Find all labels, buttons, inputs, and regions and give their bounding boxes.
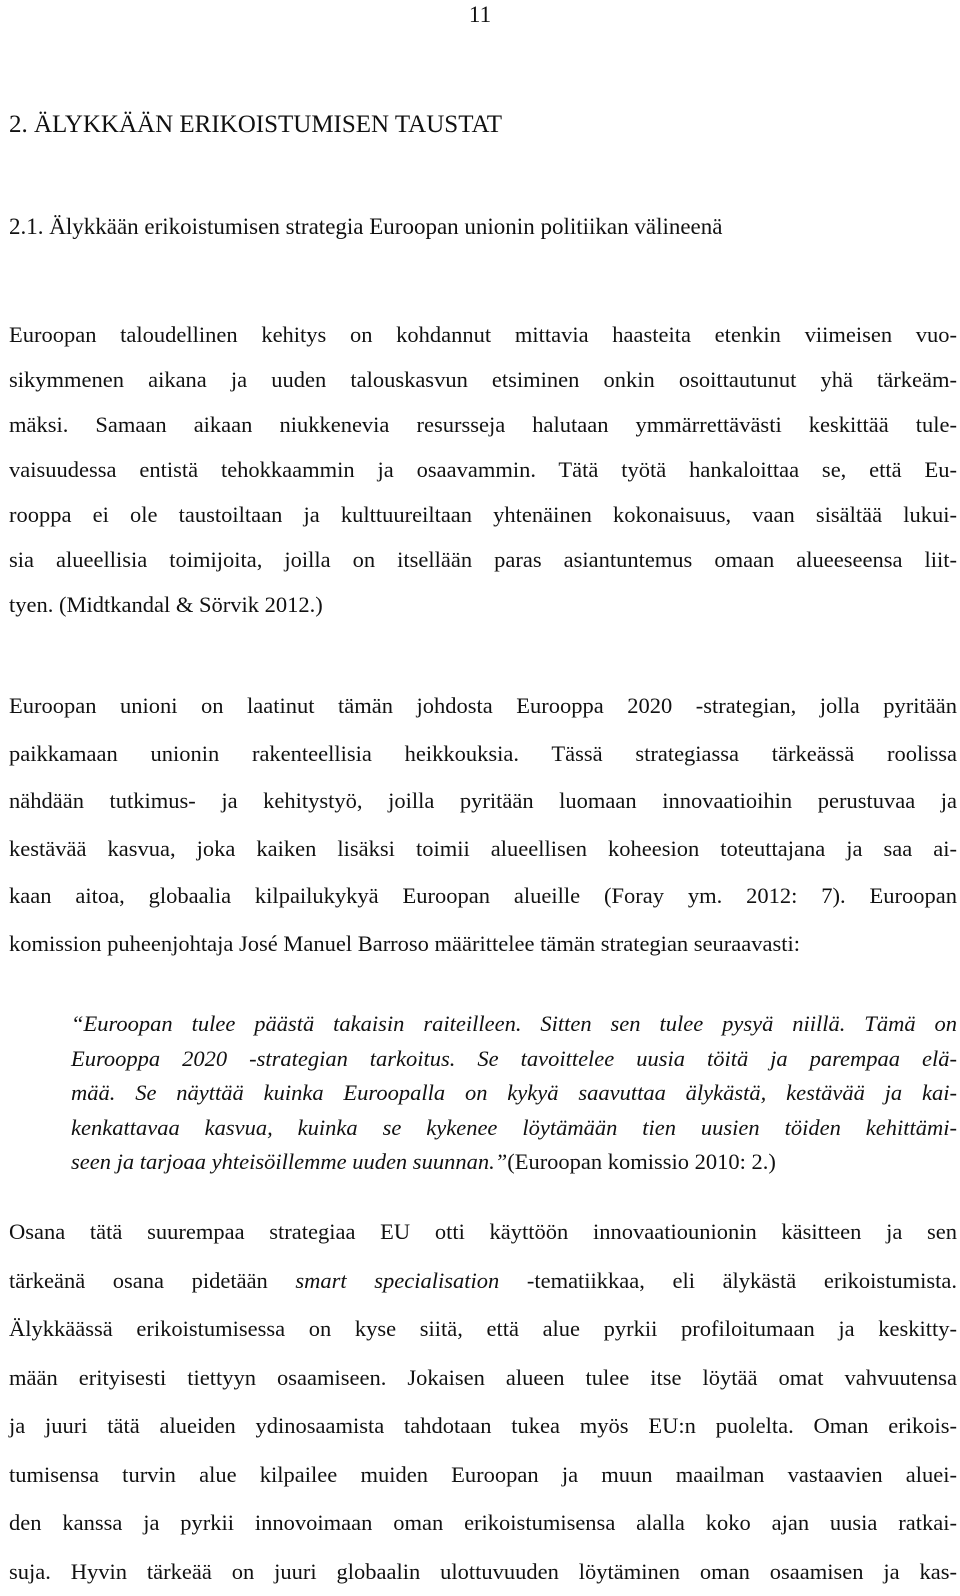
paragraph-1: [9, 312, 957, 627]
text-line: mään erityisesti tiettyyn osaamiseen. Jokaisen alueen tulee itse löytää omat vahvuutensa: [9, 1354, 957, 1403]
text-line: komission puheenjohtaja José Manuel Barroso määrittelee tämän strategian seuraavasti:: [9, 920, 957, 968]
paragraph-3: [9, 1208, 957, 1596]
text-line: Älykkäässä erikoistumisessa on kyse siitä, että alue pyrkii profiloitumaan ja keskitty-: [9, 1305, 957, 1354]
text-segment: -tematiikkaa, eli älykästä erikoistumista.: [499, 1268, 957, 1293]
text-line: Euroopan unioni on laatinut tämän johdosta Eurooppa 2020 -strategian, jolla pyritään: [9, 682, 957, 730]
quote-line: mää. Se näyttää kuinka Euroopalla on kykyä saavuttaa älykästä, kestävää ja kai-: [71, 1076, 957, 1111]
text-line: kestävää kasvua, joka kaiken lisäksi toimii alueellisen koheesion toteuttajana ja saa ai-: [9, 825, 957, 873]
quote-text: seen ja tarjoaa yhteisöillemme uuden suunnan.”: [71, 1149, 507, 1174]
text-line: [9, 1257, 957, 1306]
text-line: tyen. (Midtkandal & Sörvik 2012.): [9, 582, 957, 627]
text-line: suja. Hyvin tärkeää on juuri globaalin ulottuvuuden löytäminen oman osaamisen ja kas-: [9, 1548, 957, 1596]
text-line: Osana tätä suurempaa strategiaa EU otti käyttöön innovaatiounionin käsitteen ja sen: [9, 1208, 957, 1257]
page-number: 11: [0, 2, 960, 28]
quote-line: kenkattavaa kasvua, kuinka se kykenee löytämään tien uusien töiden kehittämi-: [71, 1111, 957, 1146]
block-quote: [71, 1007, 957, 1180]
text-line: tumisensa turvin alue kilpailee muiden Euroopan ja muun maailman vastaavien aluei-: [9, 1451, 957, 1500]
section-heading: 2.1. Älykkään erikoistumisen strategia Euroopan unionin politiikan välineenä: [9, 212, 722, 242]
text-line: rooppa ei ole taustoiltaan ja kulttuureiltaan yhtenäinen kokonaisuus, vaan sisältää lukui-: [9, 492, 957, 537]
text-segment: tärkeänä osana pidetään: [9, 1268, 295, 1293]
text-line: vaisuudessa entistä tehokkaammin ja osaavammin. Tätä työtä hankaloittaa se, että Eu-: [9, 447, 957, 492]
text-line: paikkamaan unionin rakenteellisia heikkouksia. Tässä strategiassa tärkeässä roolissa: [9, 730, 957, 778]
quote-line: [71, 1145, 957, 1180]
chapter-heading: 2. ÄLYKKÄÄN ERIKOISTUMISEN TAUSTAT: [9, 110, 502, 140]
text-line: mäksi. Samaan aikaan niukkenevia resursseja halutaan ymmärrettävästi keskittää tule-: [9, 402, 957, 447]
text-line: sikymmenen aikana ja uuden talouskasvun etsiminen onkin osoittautunut yhä tärkeäm-: [9, 357, 957, 402]
text-line: ja juuri tätä alueiden ydinosaamista tahdotaan tukea myös EU:n puolelta. Oman erikois-: [9, 1402, 957, 1451]
quote-line: “Euroopan tulee päästä takaisin raiteilleen. Sitten sen tulee pysyä niillä. Tämä on: [71, 1007, 957, 1042]
text-line: den kanssa ja pyrkii innovoimaan oman erikoistumisensa alalla koko ajan uusia ratkai-: [9, 1499, 957, 1548]
quote-source: (Euroopan komissio 2010: 2.): [507, 1149, 776, 1174]
paragraph-2: [9, 682, 957, 967]
text-line: kaan aitoa, globaalia kilpailukykyä Euroopan alueille (Foray ym. 2012: 7). Euroopan: [9, 872, 957, 920]
text-line: Euroopan taloudellinen kehitys on kohdannut mittavia haasteita etenkin viimeisen vuo-: [9, 312, 957, 357]
text-line: nähdään tutkimus- ja kehitystyö, joilla pyritään luomaan innovaatioihin perustuvaa ja: [9, 777, 957, 825]
term-smart-specialisation: smart specialisation: [295, 1268, 499, 1293]
quote-line: Eurooppa 2020 -strategian tarkoitus. Se tavoittelee uusia töitä ja parempaa elä-: [71, 1042, 957, 1077]
text-line: sia alueellisia toimijoita, joilla on itsellään paras asiantuntemus omaan alueeseensa liit-: [9, 537, 957, 582]
